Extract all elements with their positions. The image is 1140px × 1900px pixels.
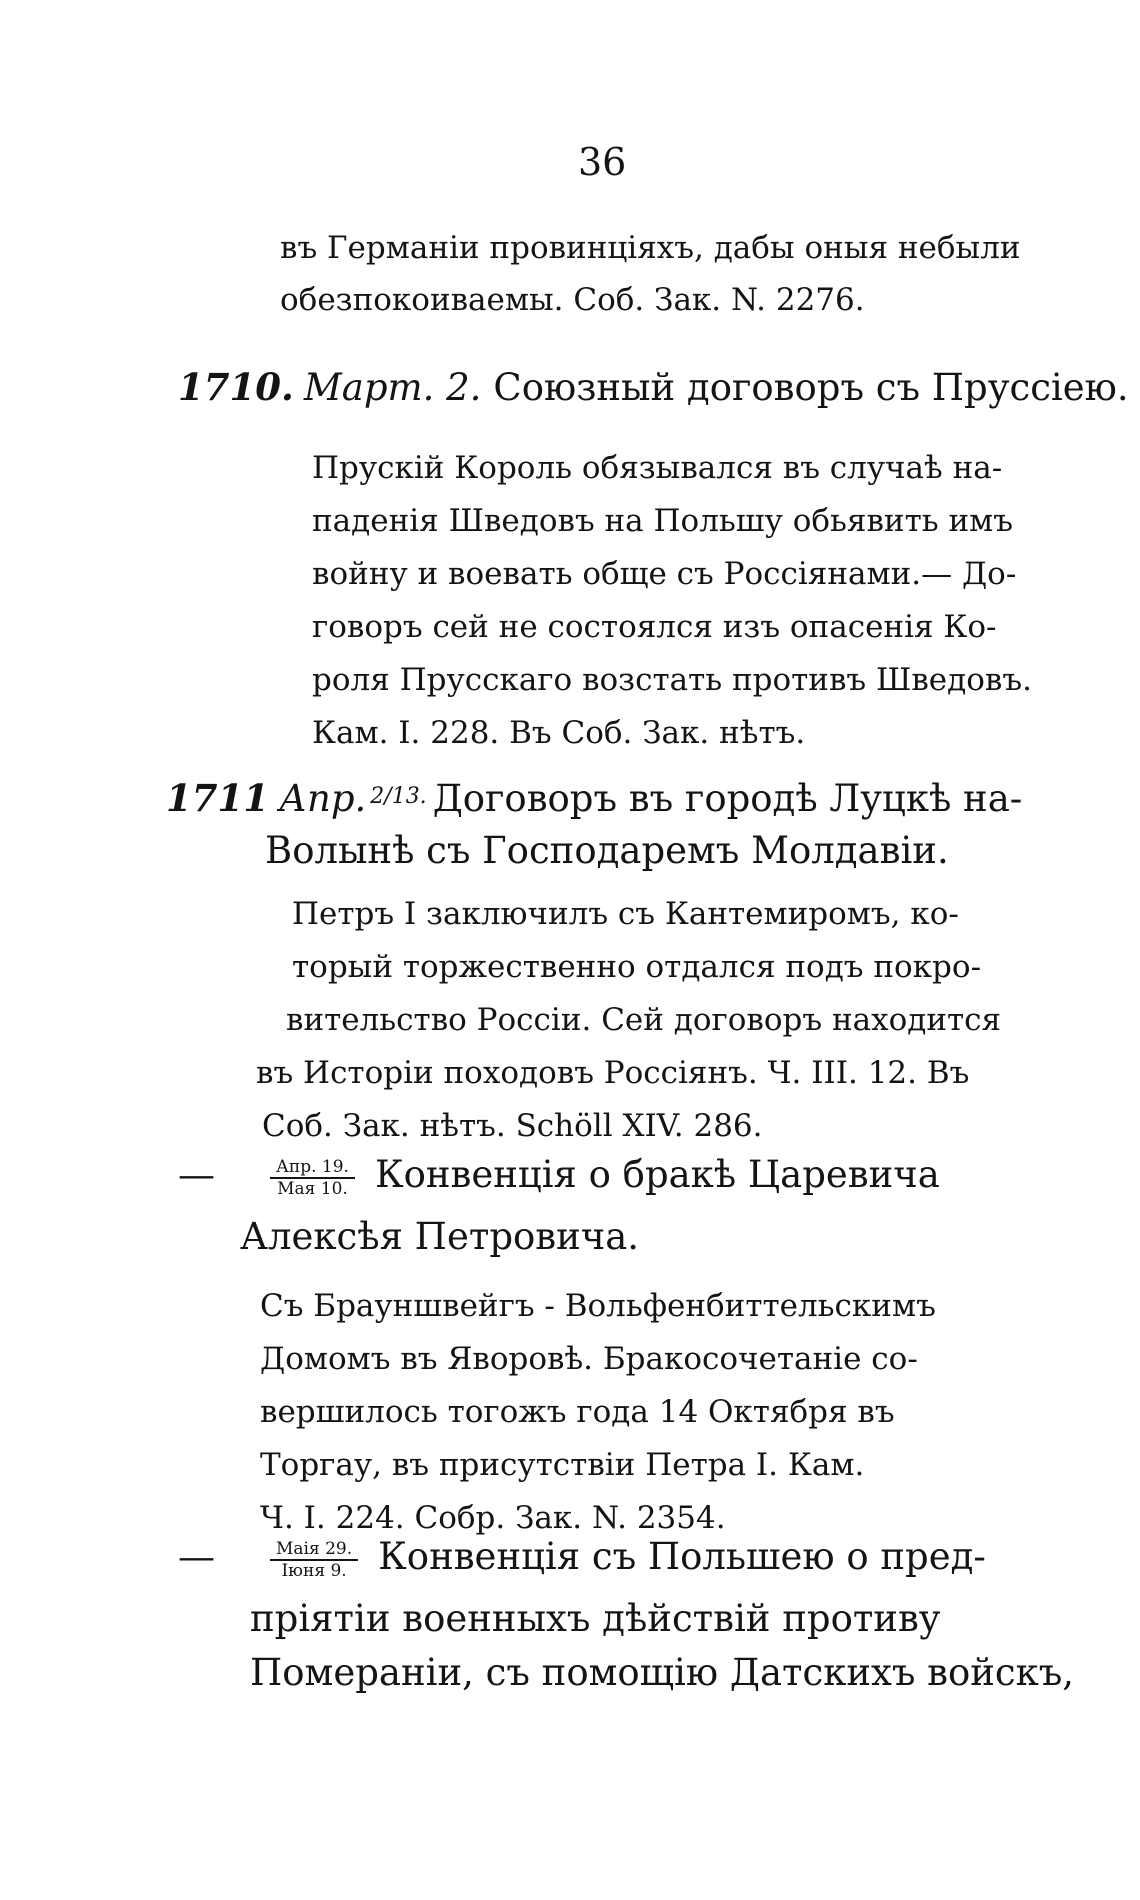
entry-date-fraction <box>270 1157 355 1199</box>
text-line: паденія Шведовъ на Польшу обьявить имъ <box>312 503 1013 539</box>
entry-marriage-heading <box>178 1148 940 1202</box>
entry-year: 1711 <box>166 776 269 820</box>
entry-poland-heading <box>178 1530 986 1584</box>
entry-date: Апр. <box>278 777 367 820</box>
text-line: говоръ сей не состоялся изъ опасенія Ко- <box>312 609 997 645</box>
date-bottom: Іюня 9. <box>281 1560 347 1581</box>
text-line: Домомъ въ Яворовѣ. Бракосочетаніе со- <box>260 1341 918 1377</box>
text-line: торый торжественно отдался подъ покро- <box>292 949 982 985</box>
text-line: въ Исторіи походовъ Россіянъ. Ч. III. 12. Въ <box>256 1055 970 1091</box>
entry-dash: — <box>178 1535 215 1578</box>
entry-year: 1710. <box>178 365 294 409</box>
text-line: вительство Россіи. Сей договоръ находится <box>286 1002 1002 1038</box>
text-line: войну и воевать обще съ Россіянами.— До- <box>312 556 1017 592</box>
page-number: 36 <box>578 140 627 184</box>
date-top: Маія 29. <box>270 1539 358 1561</box>
entry-date: Март. 2. <box>303 366 482 409</box>
date-bottom: Мая 10. <box>277 1178 348 1199</box>
text-line: Петръ I заключилъ съ Кантемиромъ, ко- <box>292 896 959 932</box>
text-line: Торгау, въ присутствіи Петра I. Кам. <box>260 1447 865 1483</box>
entry-poland-heading-line2: пріятіи военныхъ дѣйствій противу <box>250 1597 941 1640</box>
text-line: Прускій Король обязывался въ случаѣ на- <box>312 450 1003 486</box>
text-line: обезпокоиваемы. Соб. Зак. N. 2276. <box>280 282 865 318</box>
entry-marriage-body <box>260 1280 936 1545</box>
continuation-text <box>280 222 1021 326</box>
entry-title: Союзный договоръ съ Пруссіею. <box>493 366 1129 409</box>
text-line: вершилось тогожъ года 14 Октября въ <box>260 1394 895 1430</box>
entry-date-fraction: 2/13. <box>370 784 427 809</box>
text-line: въ Германіи провинціяхъ, дабы оныя небыли <box>280 230 1021 266</box>
entry-date-fraction <box>270 1539 358 1581</box>
entry-title: Договоръ въ городѣ Луцкѣ на- <box>432 777 1023 820</box>
entry-poland-heading-line3: Помераніи, съ помощію Датскихъ войскъ, <box>250 1651 1075 1694</box>
entry-title: Конвенція съ Польшею о пред- <box>378 1535 986 1578</box>
text-line: Ч. I. 224. Собр. Зак. N. 2354. <box>260 1500 726 1536</box>
text-line: роля Прусскаго возстать противъ Шведовъ. <box>312 662 1032 698</box>
entry-title: Конвенція о бракѣ Царевича <box>374 1153 940 1196</box>
text-line: Съ Брауншвейгъ - Вольфенбиттельскимъ <box>260 1288 936 1324</box>
entry-1710-heading <box>178 360 1129 415</box>
entry-1711-body <box>256 888 1002 1153</box>
date-top: Апр. 19. <box>270 1157 355 1179</box>
entry-dash: — <box>178 1153 215 1196</box>
entry-1711-heading <box>166 770 1022 826</box>
entry-marriage-heading-line2: Алексѣя Петровича. <box>240 1215 640 1258</box>
text-line: Кам. I. 228. Въ Соб. Зак. нѣтъ. <box>312 715 806 751</box>
entry-1711-heading-line2: Волынѣ съ Господаремъ Молдавіи. <box>265 829 949 872</box>
entry-1710-body <box>312 442 1032 760</box>
text-line: Соб. Зак. нѣтъ. Schöll XIV. 286. <box>262 1108 763 1144</box>
